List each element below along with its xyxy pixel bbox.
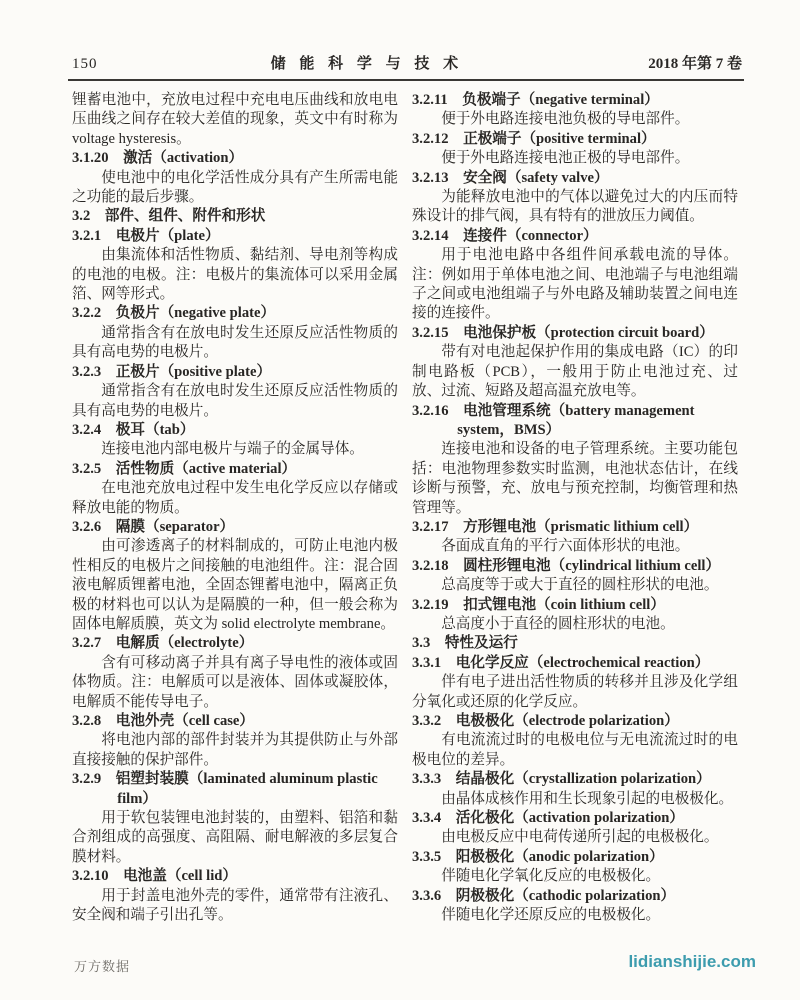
term-heading: 3.2.18 圆柱形锂电池（cylindrical lithium cell） bbox=[412, 557, 721, 574]
term-heading: 3.2.17 方形锂电池（prismatic lithium cell） bbox=[412, 518, 699, 535]
term-heading: 3.2.19 扣式锂电池（coin lithium cell） bbox=[412, 596, 665, 613]
term-heading: 3.2.16 电池管理系统（battery management system，BMS） bbox=[412, 402, 695, 438]
definition-paragraph: 便于外电路连接电池正极的导电部件。 bbox=[441, 150, 690, 167]
definition-paragraph: 伴随电化学氧化反应的电极极化。 bbox=[441, 868, 661, 885]
term-heading: 3.3.2 电极极化（electrode polarization） bbox=[412, 713, 679, 729]
wanfang-watermark: 万方数据 bbox=[74, 959, 131, 974]
term-heading: 3.2.7 电解质（electrolyte） bbox=[72, 635, 254, 652]
term-heading: 3.2.11 负极端子（negative terminal） bbox=[412, 92, 659, 108]
term-heading: 3.3.6 阴极极化（cathodic polarization） bbox=[412, 887, 676, 904]
term-heading: 3.2.9 铝塑封装膜（laminated aluminum plastic film） bbox=[72, 771, 378, 807]
term-heading: 3.3.4 活化极化（activation polarization） bbox=[412, 810, 685, 827]
term-heading: 3.2.14 连接件（connector） bbox=[412, 227, 598, 244]
term-heading: 3.2.1 电极片（plate） bbox=[72, 227, 220, 244]
definition-paragraph: 用于封盖电池外壳的零件，通常带有注液孔、安全阀和端子引出孔等。 bbox=[72, 887, 398, 924]
site-watermark: lidianshijie.com bbox=[628, 952, 756, 971]
page-header bbox=[72, 52, 742, 73]
definition-paragraph: 总高度等于或大于直径的圆柱形状的电池。 bbox=[441, 577, 719, 594]
term-heading: 3.1.20 激活（activation） bbox=[72, 150, 244, 167]
term-heading: 3.2.6 隔膜（separator） bbox=[72, 518, 235, 535]
page-number: 150 bbox=[72, 56, 98, 72]
definition-paragraph: 伴有电子进出活性物质的转移并且涉及化学组分氧化或还原的化学反应。 bbox=[412, 674, 738, 710]
term-heading: 3.3.3 结晶极化（crystallization polarization） bbox=[412, 771, 711, 788]
definition-paragraph: 使电池中的电化学活性成分具有产生所需电能之功能的最后步骤。 bbox=[72, 169, 398, 206]
definition-paragraph: 便于外电路连接电池负极的导电部件。 bbox=[441, 111, 690, 128]
definition-paragraph: 连接电池和设备的电子管理系统。主要功能包括：电池物理参数实时监测，电池状态估计，在线诊断与预警，充、放电与预充控制，均衡管理和热管理等。 bbox=[412, 441, 738, 516]
article-body bbox=[72, 91, 738, 925]
section-heading: 3.2 部件、组件、附件和形状 bbox=[72, 208, 266, 225]
definition-paragraph: 由集流体和活性物质、黏结剂、导电剂等构成的电池的电极。注：电极片的集流体可以采用金属箔、网等形式。 bbox=[72, 247, 398, 303]
term-heading: 3.2.2 负极片（negative plate） bbox=[72, 305, 276, 322]
term-heading: 3.2.12 正极端子（positive terminal） bbox=[412, 130, 656, 147]
definition-paragraph: 将电池内部的部件封装并为其提供防止与外部直接接触的保护部件。 bbox=[72, 732, 398, 768]
header-rule bbox=[68, 79, 744, 81]
term-heading: 3.2.3 正极片（positive plate） bbox=[72, 363, 272, 380]
definition-paragraph: 通常指含有在放电时发生还原反应活性物质的具有高电势的电极片。 bbox=[72, 383, 398, 419]
definition-paragraph: 带有对电池起保护作用的集成电路（IC）的印制电路板（PCB），一般用于防止电池过充、过放、过流、短路及超高温充放电等。 bbox=[412, 344, 738, 400]
term-heading: 3.3.5 阳极极化（anodic polarization） bbox=[412, 848, 664, 865]
definition-paragraph: 由晶体成核作用和生长现象引起的电极极化。 bbox=[441, 790, 734, 807]
definition-paragraph: 为能释放电池中的气体以避免过大的内压而特殊设计的排气阀，具有特有的泄放压力阈值。 bbox=[412, 189, 738, 225]
journal-title: 储 能 科 学 与 技 术 bbox=[270, 56, 464, 72]
definition-paragraph: 连接电池内部电极片与端子的金属导体。 bbox=[101, 441, 364, 458]
left-column bbox=[72, 91, 398, 925]
continuation-paragraph: 锂蓄电池中，充放电过程中充电电压曲线和放电电压曲线之间存在较大差值的现象，英文中有时称为 voltage hysteresis。 bbox=[72, 92, 398, 147]
term-heading: 3.3.1 电化学反应（electrochemical reaction） bbox=[412, 654, 710, 671]
term-heading: 3.2.8 电池外壳（cell case） bbox=[72, 713, 254, 729]
term-heading: 3.2.15 电池保护板（protection circuit board） bbox=[412, 324, 714, 341]
definition-paragraph: 由可渗透离子的材料制成的，可防止电池内极性相反的电极片之间接触的电池组件。注：混合固液电解质锂蓄电池，全固态锂蓄电池中，隔离正负极的材料也可以认为是隔膜的一种，但一般会称为固体电解质膜，英文为 solid electrolyte membrane。 bbox=[72, 538, 398, 632]
term-heading: 3.2.5 活性物质（active material） bbox=[72, 460, 297, 477]
definition-paragraph: 各面成直角的平行六面体形状的电池。 bbox=[441, 538, 690, 555]
section-heading: 3.3 特性及运行 bbox=[412, 635, 518, 652]
volume-info: 2018 年第 7 卷 bbox=[648, 56, 742, 72]
definition-paragraph: 伴随电化学还原反应的电极极化。 bbox=[441, 907, 661, 924]
definition-paragraph: 有电流流过时的电极电位与无电流流过时的电极电位的差异。 bbox=[412, 732, 738, 768]
term-heading: 3.2.4 极耳（tab） bbox=[72, 421, 195, 438]
term-heading: 3.2.13 安全阀（safety valve） bbox=[412, 169, 609, 186]
definition-paragraph: 总高度小于直径的圆柱形状的电池。 bbox=[441, 615, 675, 632]
definition-paragraph: 含有可移动离子并具有离子导电性的液体或固体物质。注：电解质可以是液体、固体或凝胶体，电解质不能传导电子。 bbox=[72, 654, 398, 710]
right-column bbox=[412, 91, 738, 925]
term-heading: 3.2.10 电池盖（cell lid） bbox=[72, 868, 237, 885]
definition-paragraph: 由电极反应中电荷传递所引起的电极极化。 bbox=[441, 829, 719, 846]
definition-paragraph: 通常指含有在放电时发生还原反应活性物质的具有高电势的电极片。 bbox=[72, 324, 398, 361]
definition-paragraph: 用于电池电路中各组件间承载电流的导体。注：例如用于单体电池之间、电池端子与电池组端子之间或电池组端子与外电路及辅助装置之间电连接的连接件。 bbox=[412, 247, 738, 322]
definition-paragraph: 用于软包装锂电池封装的，由塑料、铝箔和黏合剂组成的高强度、高阻隔、耐电解液的多层复合膜材料。 bbox=[72, 810, 398, 865]
definition-paragraph: 在电池充放电过程中发生电化学反应以存储或释放电能的物质。 bbox=[72, 480, 398, 516]
